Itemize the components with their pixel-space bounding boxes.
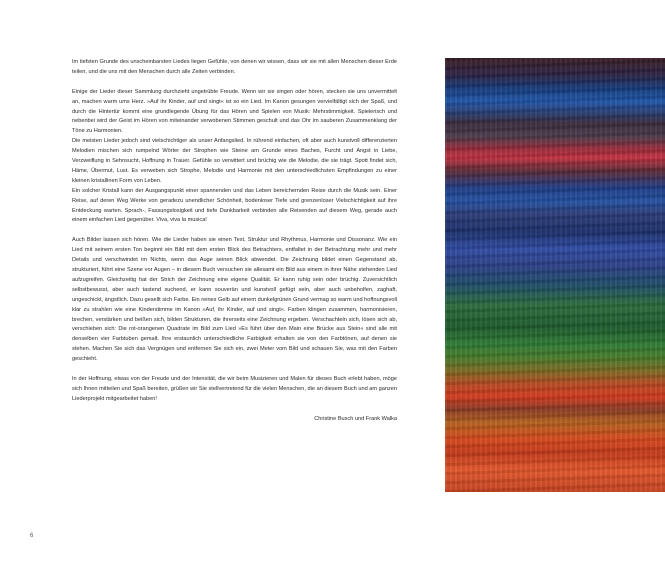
abstract-painting [445, 58, 665, 492]
page-number: 6 [30, 533, 34, 539]
paragraph-closing: In der Hoffnung, etwas von der Freude und der Intensität, die wir beim Musizieren und Malen für dieses Buch erlebt haben, möge sich Ihnen mitteilen und Spaß bereiten, grüßen wir Sie stellvertretend für die vielen Menschen, die an diesem Buch und am ganzen Liederprojekt mitgearbeitet haben! [72, 375, 397, 402]
paragraph-songs: Einige der Lieder dieser Sammlung durchzieht ungetrübte Freude. Wenn wir sie singen oder hören, stecken sie uns unvermittelt an, machen warm ums Herz. »Auf ihr Kinder, auf und singt« ist so ein Lied. Im Kanon gesungen vervielfältigt sich der Spaß, und durch die Hintertür kommt eine grundlegende Übung für das Hören und Spielen von Musik: Mehrstimmigkeit. Spielerisch und nebenbei wird der Geist im Hören von miteinander verwobenen Stimmen geschult und das Ohr im sauberen Zusammenklang der Töne zu Harmonien. Die meisten Lieder jedoch sind vielschichtiger als unser Anfangslied. In rührend einfachen, oft aber auch kunstvoll differenzierten Melodien mischen sich rumpelnd Wörter der Strophen wie Steine am Grunde eines Baches, Furcht und Angst in Liebe, Verzweiflung in Sehnsucht, Hoffnung in Trauer. Gefühle so verwittert und brüchig wie die Melodie, die sie trägt. Spott findet sich, Häme, Übermut, Lust. Es verweben sich Strophe, Melodie und Harmonie mit den unterschiedlichsten Empfindungen zu einer kleinen kristallinen Form von Leben. Ein solcher Kristall kann der Ausgangspunkt einer spannenden und das Leben bereichernden Reise durch die Musik sein. Einer Reise, auf deren Weg Werke von geradezu unendlicher Schönheit, bodenloser Tiefe und grenzenloser Vielschichtigkeit auf ihre Entdeckung warten. Sprach-, Fassungslosigkeit und tiefe Dankbarkeit verbinden alle Reisenden auf diesem Weg, gerade auch einem einfachen Lied gegenüber. Viva, viva la musica! [72, 88, 397, 224]
preface-text [72, 58, 397, 434]
paragraph-intro: Im tiefsten Grunde des unscheinbarsten Liedes liegen Gefühle, von denen wir wissen, dass wir sie mit allen Menschen dieser Erde teilen, und die uns mit den Menschen durch alle Zeiten verbinden. [72, 59, 397, 75]
paragraph-pictures: Auch Bilder lassen sich hören. Wie die Lieder haben sie einen Text, Struktur und Rhythmus, Harmonie und Dissonanz. Wie ein Lied mit seinem ersten Ton beginnt ein Bild mit dem ersten Blick des Betrachters, entfaltet in der Betrachtung mehr und mehr Details und verschwindet im Nichts, wenn das Auge seinen Blick abwendet. Die Zeichnung bildet einen Gegenstand ab, strukturiert, führt eine Szene vor Augen – in diesem Buch versuchen sie allesamt ein Bild aus einem in ihrer Nähe stehenden Lied aufzugreifen. Gleichzeitig hat der Strich der Zeichnung eine eigene Qualität. Er kann ruhig sein oder brüchig. Zuversichtlich selbstbewusst, aber auch tastend suchend, er kann souverän und kunstvoll gefügt sein, aber auch unbeholfen, zaghaft, ungeschickt, ängstlich. Dazu gesellt sich Farbe. Ein reines Gelb auf einem dunkelgrünen Grund vermag so warm und hoffnungsvoll klar zu strahlen wie eine Kinderstimme im Kanon »Auf, ihr Kinder, auf und singt«. Farben klingen zusammen, harmonisieren, brechen, verstärken und beißen sich, bilden Strukturen, die ihrerseits eine Zeichnung ergeben. Verschachteln sich, lösen sich ab, verschieben sich: Die rot-orangenen Quadrate im Bild zum Lied »Es führt über den Main eine Brücke aus Stein« sind alle mit denselben vier Farbtuben gemalt. Ihre erstaunlich unterschiedliche Farbigkeit erhalten sie von den Farbtönen, auf denen sie stehen. Machen Sie sich das Vergnügen und entfernen Sie sich ein, zwei Meter vom Bild und schauen Sie, was mit den Farben geschieht. [72, 237, 397, 363]
signature: Christine Busch und Frank Walka [314, 415, 397, 422]
